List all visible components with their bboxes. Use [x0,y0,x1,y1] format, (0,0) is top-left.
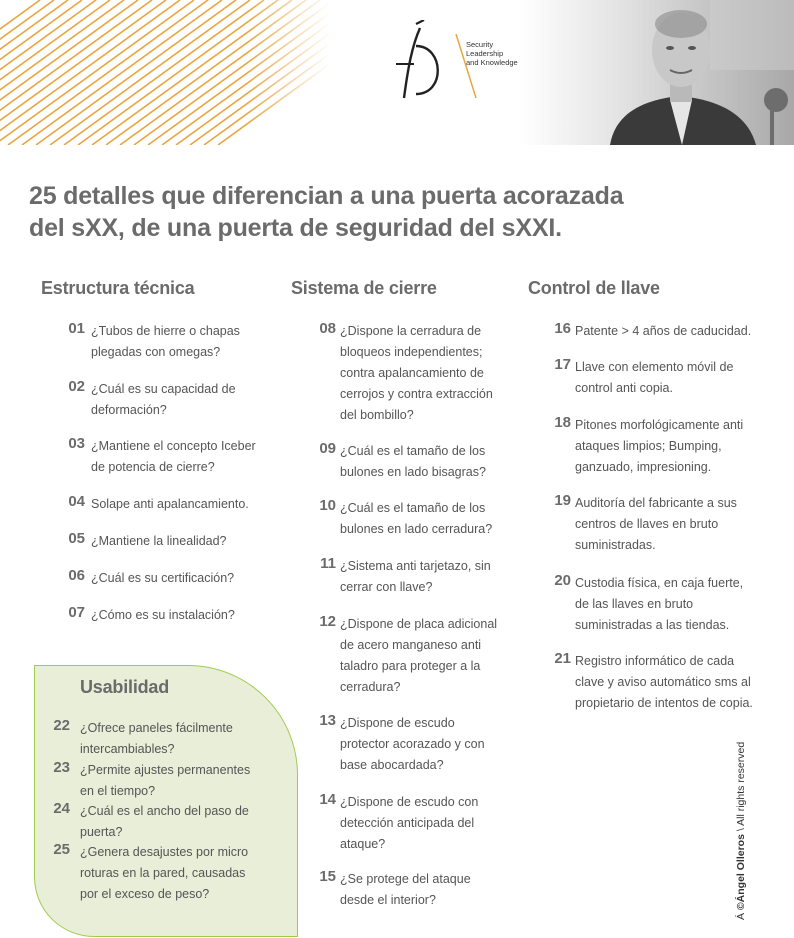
item-number: 16 [554,320,571,337]
copyright-logo-icon: Á [735,912,747,920]
item-text-line: ¿Cuál es su certificación? [91,571,235,585]
item-text [575,415,743,478]
item-number: 10 [319,497,336,514]
item-text-line: ¿Cómo es su instalación? [91,608,235,622]
copyright-name: ©Ángel Olleros [735,834,747,911]
item-text-line: ¿Ofrece paneles fácilmente [80,721,233,735]
copyright-rights: All rights reserved [735,741,747,826]
item-number: 06 [68,567,85,584]
page-title-line: 25 detalles que diferencian a una puerta acorazada [29,182,624,210]
item-text-line: ¿Permite ajustes permanentes [80,763,251,777]
item-text-line: intercambiables? [80,742,175,756]
item-text-line: Llave con elemento móvil de [575,360,734,374]
portrait-photo [520,0,794,145]
item-text-line: por el exceso de peso? [80,887,210,901]
item-number: 17 [554,356,571,373]
item-text-line: Custodia física, en caja fuerte, [575,576,744,590]
item-number: 05 [68,530,85,547]
item-text [80,801,249,843]
item-text-line: ¿Tubos de hierre o chapas [91,324,240,338]
item-text-line: clave y aviso automático sms al [575,675,751,689]
item-text-line: ¿Cuál es el tamaño de los [340,444,486,458]
item-text-line: Auditoría del fabricante a sus [575,496,737,510]
item-text [575,321,751,342]
copyright-separator-icon: \ [735,825,747,832]
item-text-line: contra apalancamiento de [340,366,484,380]
item-number: 23 [53,759,70,776]
section-heading-cierre: Sistema de cierre [291,278,437,298]
item-text-line: Pitones morfológicamente anti [575,418,744,432]
item-text [575,357,733,399]
item-number: 01 [68,320,85,337]
item-text [91,379,236,421]
item-text-line: bulones en lado cerradura? [340,522,493,536]
item-text-line: deformación? [91,403,167,417]
item-text-line: ¿Dispone de placa adicional [340,617,498,631]
item-number: 25 [53,841,70,858]
item-text [91,605,235,626]
item-number: 12 [319,613,336,630]
logo-icon [390,20,450,100]
page-title [29,180,729,244]
item-text-line: ataques limpios; Bumping, [575,439,722,453]
item-text-line: ¿Sistema anti tarjetazo, sin [340,559,491,573]
item-text [80,718,233,760]
item-number: 18 [554,414,571,431]
item-number: 21 [554,650,571,667]
item-text-line: Registro informático de cada [575,654,735,668]
item-number: 08 [319,320,336,337]
item-text [340,321,493,426]
item-text-line: ¿Cuál es el ancho del paso de [80,804,249,818]
item-number: 02 [68,378,85,395]
item-text [575,651,753,714]
section-heading-usabilidad: Usabilidad [80,677,170,697]
item-text-line: base abocardada? [340,758,444,772]
page-title-line: del sXX, de una puerta de seguridad del sXXI. [29,214,562,242]
item-number: 07 [68,604,85,621]
item-text [80,842,248,905]
logo-tagline-line: Security [466,40,494,49]
item-text-line: Patente > 4 años de caducidad. [575,324,752,338]
item-number: 09 [319,440,336,457]
item-text-line: de potencia de cierre? [91,460,215,474]
item-number: 20 [554,572,571,589]
item-text-line: centros de llaves en bruto [575,517,719,531]
item-text-line: control anti copia. [575,381,673,395]
item-text-line: ¿Mantiene el concepto Iceber [91,439,256,453]
item-text-line: de acero manganeso anti [340,638,482,652]
item-text-line: ganzuado, impresioning. [575,460,712,474]
item-number: 14 [319,791,336,808]
item-text [91,321,240,363]
item-text [91,531,227,552]
item-text [575,573,743,636]
item-text-line: cerrojos y contra extracción [340,387,493,401]
item-text [340,713,485,776]
logo-tagline-line: Leadership [466,49,504,58]
section-heading-llave: Control de llave [528,278,660,298]
item-number: 11 [320,555,336,572]
item-text [91,568,234,589]
item-number: 13 [319,712,336,729]
item-text-line: desde el interior? [340,893,436,907]
header-banner [0,0,794,145]
item-text-line: cerrar con llave? [340,580,433,594]
item-text-line: suministradas. [575,538,656,552]
item-text [340,498,492,540]
item-text-line: detección anticipada del [340,816,475,830]
item-text-line: puerta? [80,825,123,839]
item-text [80,760,250,802]
item-text-line: bulones en lado bisagras? [340,465,486,479]
item-text-line: roturas en la pared, causadas [80,866,246,880]
item-text-line: propietario de intentos de copia. [575,696,753,710]
item-number: 19 [554,492,571,509]
item-text-line: taladro para proteger a la [340,659,481,673]
item-text [340,792,478,855]
item-text [340,556,491,598]
section-heading-estructura: Estructura técnica [41,278,195,298]
item-text [340,614,497,698]
item-number: 15 [319,868,336,885]
item-text-line: ¿Cuál es su capacidad de [91,382,236,396]
item-text [340,869,471,911]
logo-tagline-line: and Knowledge [466,58,518,67]
item-text-line: Solape anti apalancamiento. [91,497,249,511]
item-text-line: ¿Cuál es el tamaño de los [340,501,486,515]
item-text-line: suministradas a las tiendas. [575,618,730,632]
item-text [575,493,737,556]
item-text-line: ¿Dispone de escudo con [340,795,479,809]
item-number: 22 [53,717,70,734]
item-text-line: ¿Dispone de escudo [340,716,455,730]
logo-tagline [466,40,518,67]
item-text [340,441,486,483]
item-text-line: en el tiempo? [80,784,156,798]
item-text-line: ¿Mantiene la linealidad? [91,534,227,548]
item-text-line: ¿Se protege del ataque [340,872,471,886]
item-text-line: ¿Dispone la cerradura de [340,324,482,338]
item-text-line: de las llaves en bruto [575,597,694,611]
item-text-line: protector acorazado y con [340,737,485,751]
item-text-line: plegadas con omegas? [91,345,221,359]
item-text-line: bloqueos independientes; [340,345,483,359]
item-number: 03 [68,435,85,452]
item-number: 04 [68,493,85,510]
item-text-line: cerradura? [340,680,401,694]
item-text [91,494,249,515]
copyright-notice [735,742,747,920]
item-text-line: ¿Genera desajustes por micro [80,845,249,859]
decorative-stripes [0,0,330,145]
item-text [91,436,256,478]
item-text-line: ataque? [340,837,386,851]
item-text-line: del bombillo? [340,408,414,422]
item-number: 24 [53,800,70,817]
